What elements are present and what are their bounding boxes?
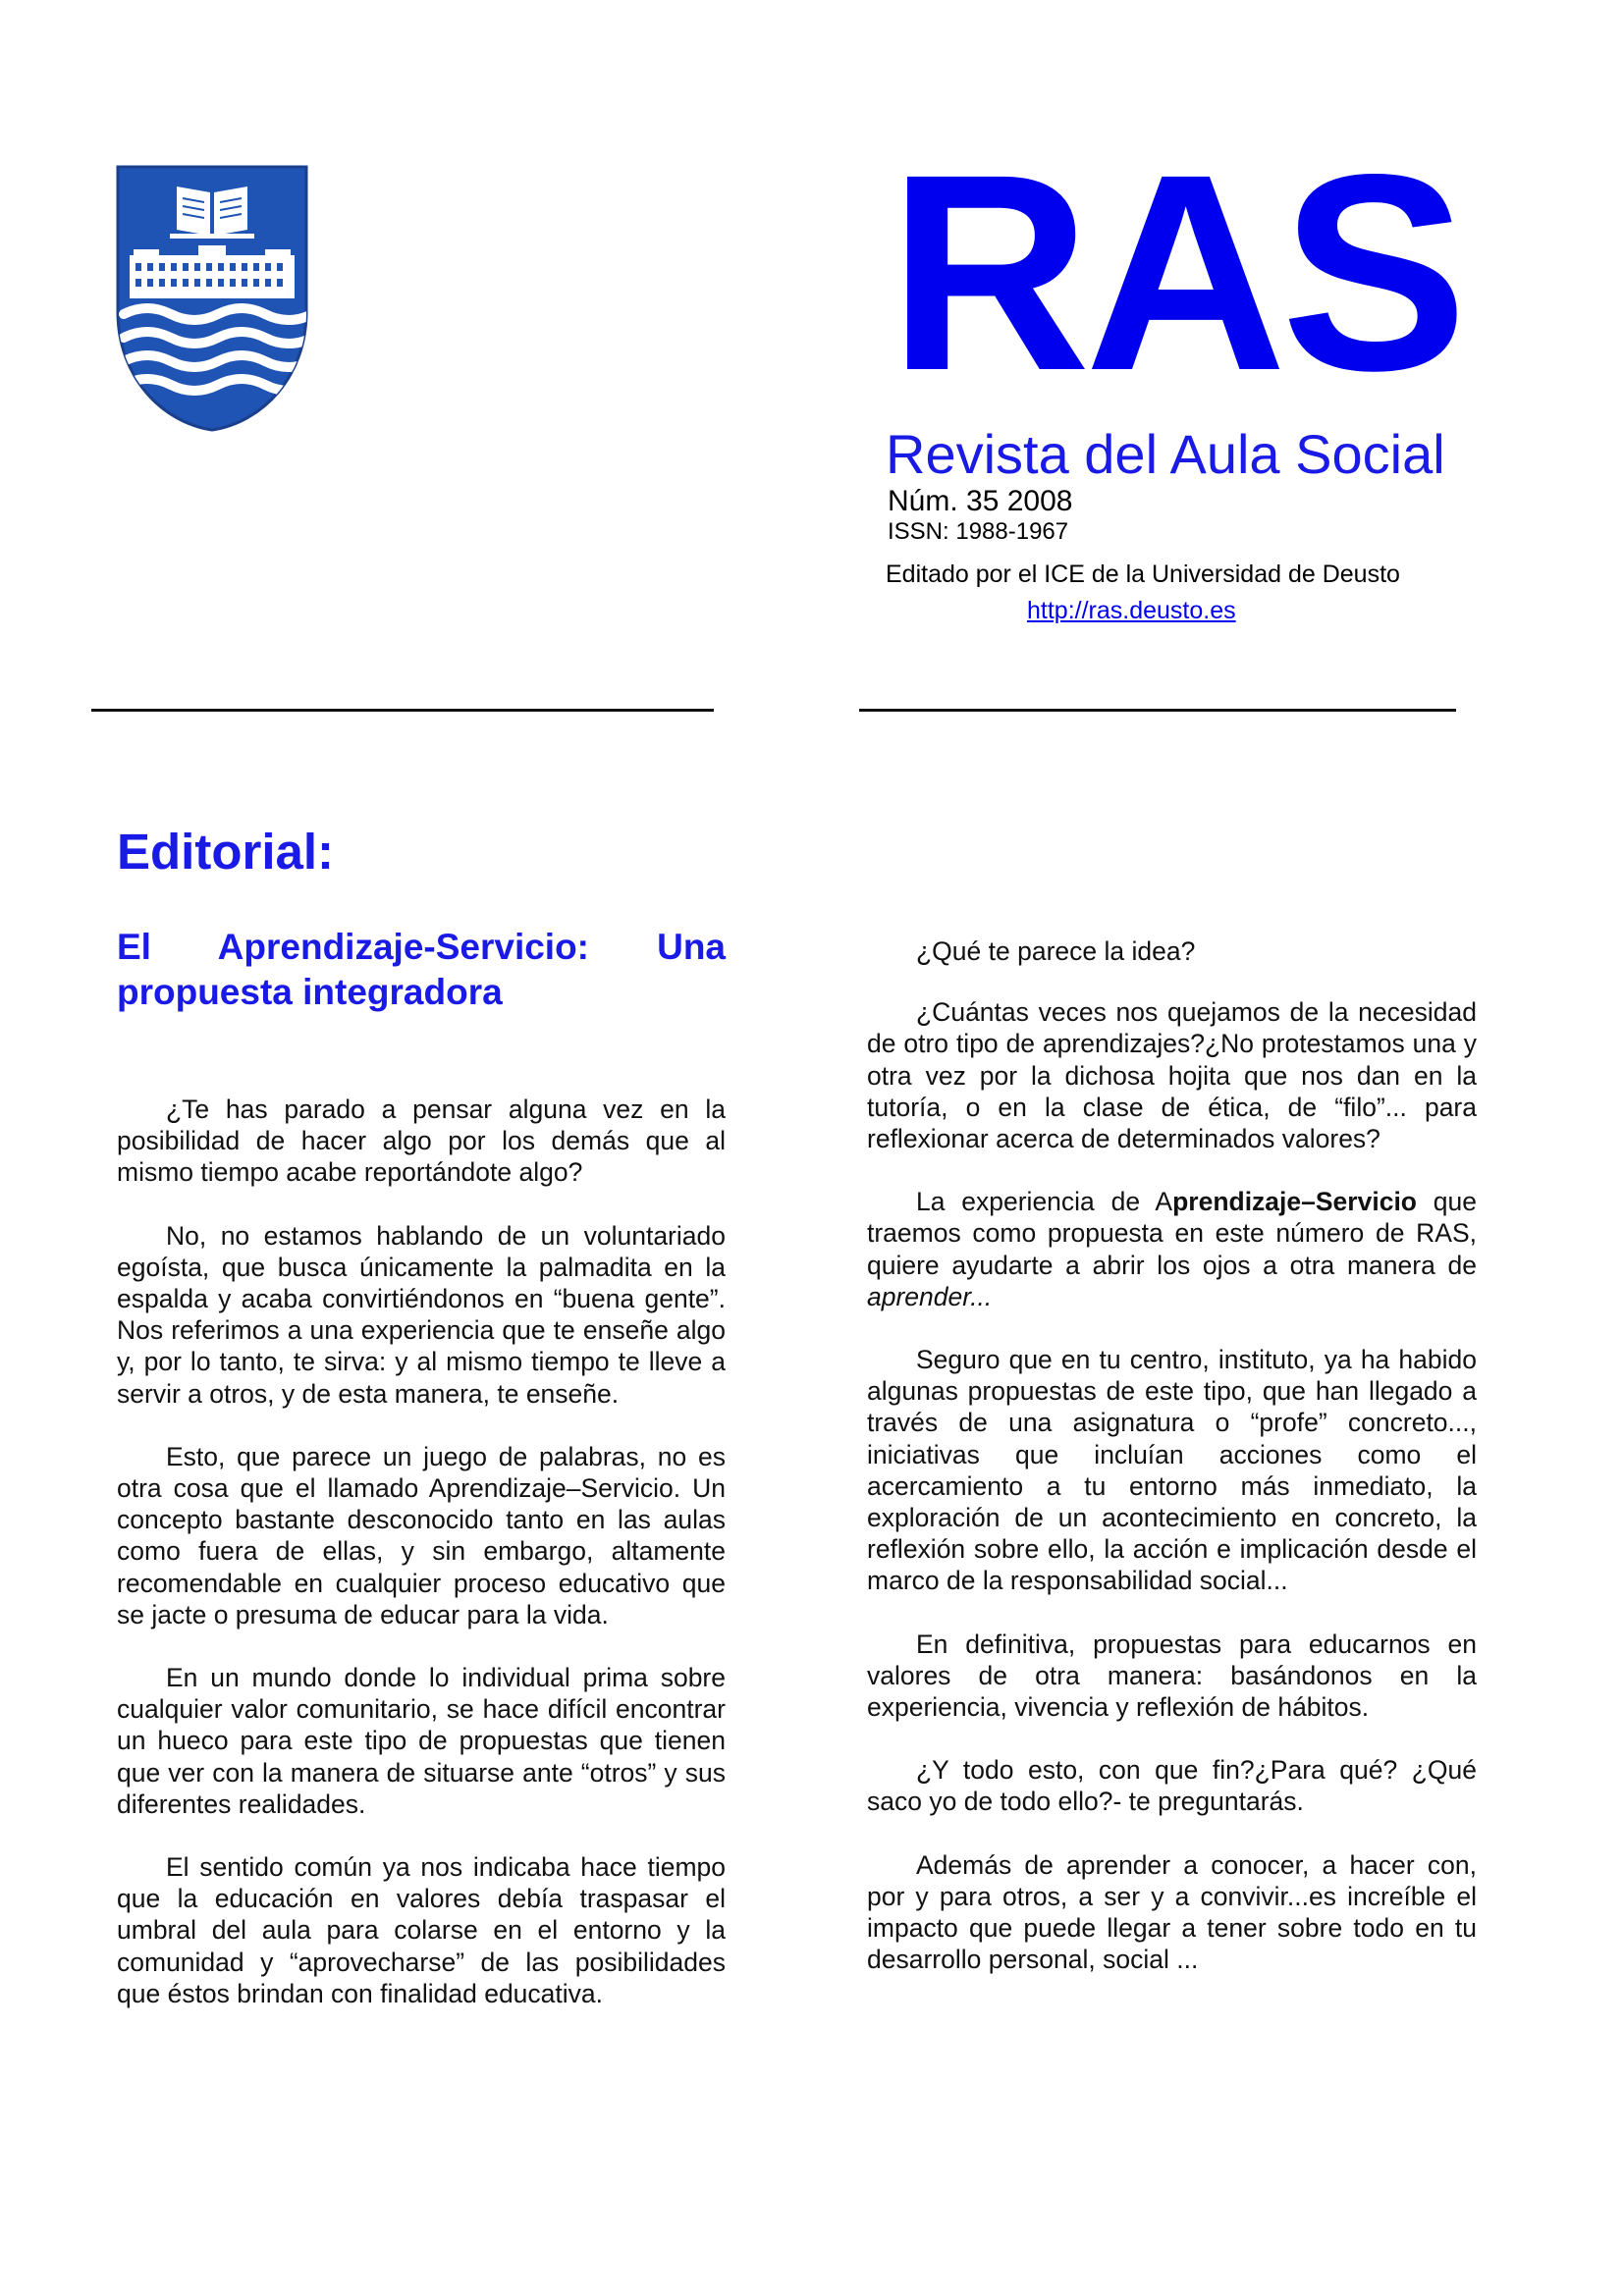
issue-number: Núm. 35 2008 xyxy=(888,485,1073,517)
bold-term: prendizaje–Servicio xyxy=(1172,1187,1417,1217)
divider-left xyxy=(91,709,714,712)
paragraph: Además de aprender a conocer, a hacer con, por y para otros, a ser y a convivir...es increíble el impacto que puede llegar a tener sobre todo en tu desarrollo personal, social ... xyxy=(867,1849,1477,1975)
masthead-title: RAS xyxy=(889,117,1462,429)
text-run: La experiencia de A xyxy=(916,1187,1173,1217)
publisher-line: Editado por el ICE de la Universidad de Deusto xyxy=(886,561,1400,588)
paragraph: El sentido común ya nos indicaba hace tiempo que la educación en valores debía traspasar el umbral del aula para colarse en el entorno y la comunidad y “aprovecharse” de las posibilidades que éstos brindan con finalidad educativa. xyxy=(117,1852,726,2008)
italic-term: aprender... xyxy=(867,1281,993,1311)
paragraph: En definitiva, propuestas para educarnos en valores de otra manera: basándonos en la experiencia, vivencia y reflexión de hábitos. xyxy=(867,1629,1477,1723)
paragraph: ¿Y todo esto, con que fin?¿Para qué? ¿Qué saco yo de todo ello?- te preguntarás. xyxy=(867,1755,1477,1817)
right-column xyxy=(867,935,1477,2006)
paragraph: Esto, que parece un juego de palabras, no es otra cosa que el llamado Aprendizaje–Servicio. Un concepto bastante desconocido tanto en las aulas como fuera de ellas, y sin embargo, altamente recomendable en cualquier proceso educativo que se jacte o presuma de educar para la vida. xyxy=(117,1441,726,1629)
divider-right xyxy=(859,709,1456,712)
paragraph: No, no estamos hablando de un voluntariado egoísta, que busca únicamente la palmadita en la espalda y acaba convirtiéndonos en “buena gente”. Nos referimos a una experiencia que te enseñe algo y, por lo tanto, te sirva: y al mismo tiempo te lleve a servir a otros, y de esta manera, te enseñe. xyxy=(117,1220,726,1409)
website-link[interactable]: http://ras.deusto.es xyxy=(1027,597,1236,624)
article-title: El Aprendizaje-Servicio: Una propuesta integradora xyxy=(117,927,726,1012)
text-run: que traemos como propuesta en este número de RAS, quiere ayudarte a abrir los ojos a otra manera de xyxy=(867,1187,1478,1280)
left-column xyxy=(117,1094,726,2041)
issn: ISSN: 1988-1967 xyxy=(888,518,1069,545)
university-shield-icon xyxy=(116,165,308,432)
paragraph xyxy=(867,1186,1477,1312)
paragraph: ¿Qué te parece la idea? xyxy=(916,936,1196,966)
paragraph: Seguro que en tu centro, instituto, ya ha habido algunas propuestas de este tipo, que han llegado a través de una asignatura o “profe” concreto..., iniciativas que incluían acciones como el acercamiento a tu entorno más inmediato, la exploración de un acontecimiento en concreto, la reflexión sobre ello, la acción e implicación desde el marco de la responsabilidad social... xyxy=(867,1345,1477,1596)
masthead-subtitle: Revista del Aula Social xyxy=(886,423,1445,485)
paragraph: ¿Te has parado a pensar alguna vez en la posibilidad de hacer algo por los demás que al mismo tiempo acabe reportándote algo? xyxy=(117,1095,726,1188)
paragraph: En un mundo donde lo individual prima sobre cualquier valor comunitario, se hace difícil encontrar un hueco para este tipo de propuestas que tienen que ver con la manera de situarse ante “otros” y sus diferentes realidades. xyxy=(117,1663,726,1819)
paragraph: ¿Cuántas veces nos quejamos de la necesidad de otro tipo de aprendizajes?¿No protestamos una y otra vez por la dichosa hojita que nos dan en la tutoría, o en la clase de ética, de “filo”... para reflexionar acerca de determinados valores? xyxy=(867,997,1477,1154)
section-heading: Editorial: xyxy=(117,824,335,880)
